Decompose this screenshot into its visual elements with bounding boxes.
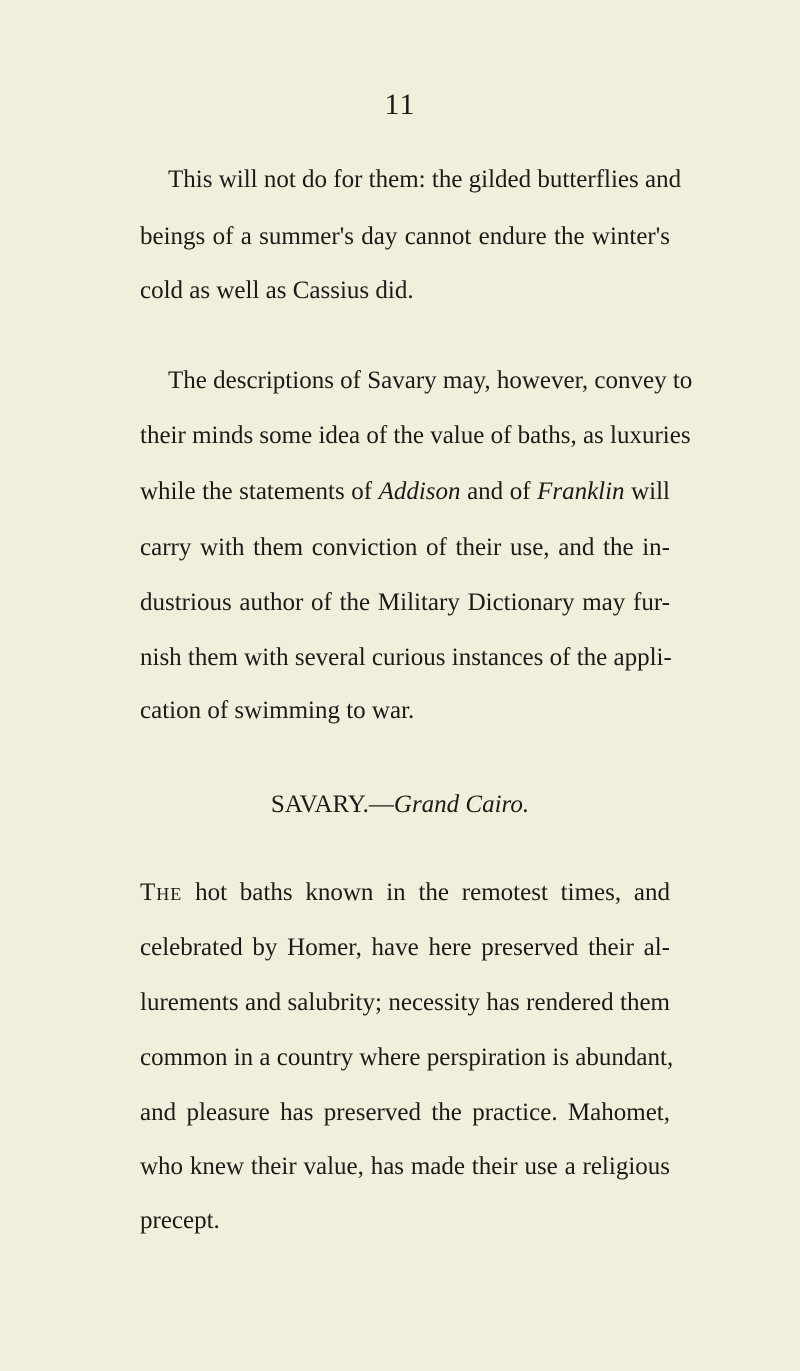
text-line: dustrious author of the Military Dictionary may fur- [140, 589, 670, 616]
italic-name-franklin: Franklin [537, 478, 625, 505]
text-line [140, 477, 670, 507]
text-line: cold as well as Cassius did. [140, 277, 414, 304]
text-line: and pleasure has preserved the practice. Mahomet, [140, 1099, 670, 1126]
text-line: lurements and salubrity; necessity has rendered them [140, 989, 670, 1016]
text-line: their minds some idea of the value of baths, as luxuries [140, 422, 691, 449]
italic-name-addison: Addison [378, 478, 461, 505]
text-span: while the statements of [140, 478, 379, 505]
text-line: cation of swimming to war. [140, 697, 415, 724]
text-span: hot baths known in the remotest times, and [182, 879, 670, 906]
text-span: will [624, 478, 670, 505]
text-span: and of [460, 478, 538, 505]
section-heading [0, 790, 800, 820]
text-line [140, 878, 670, 908]
page-number: 11 [384, 88, 416, 121]
text-line: carry with them conviction of their use, and the in- [140, 534, 670, 561]
text-line: common in a country where perspiration is abundant, [140, 1044, 674, 1071]
text-line: celebrated by Homer, have here preserved their al- [140, 934, 670, 961]
opening-word: The [140, 879, 183, 906]
heading-author: SAVARY.— [270, 791, 394, 818]
text-line: The descriptions of Savary may, however, convey to [168, 367, 693, 394]
text-line: nish them with several curious instances of the appli- [140, 644, 672, 671]
text-line: This will not do for them: the gilded butterflies and [168, 166, 682, 193]
text-line: precept. [140, 1207, 220, 1234]
text-line: who knew their value, has made their use a religious [140, 1153, 670, 1180]
text-line: beings of a summer's day cannot endure the winter's [140, 223, 670, 250]
heading-place: Grand Cairo. [393, 791, 530, 818]
